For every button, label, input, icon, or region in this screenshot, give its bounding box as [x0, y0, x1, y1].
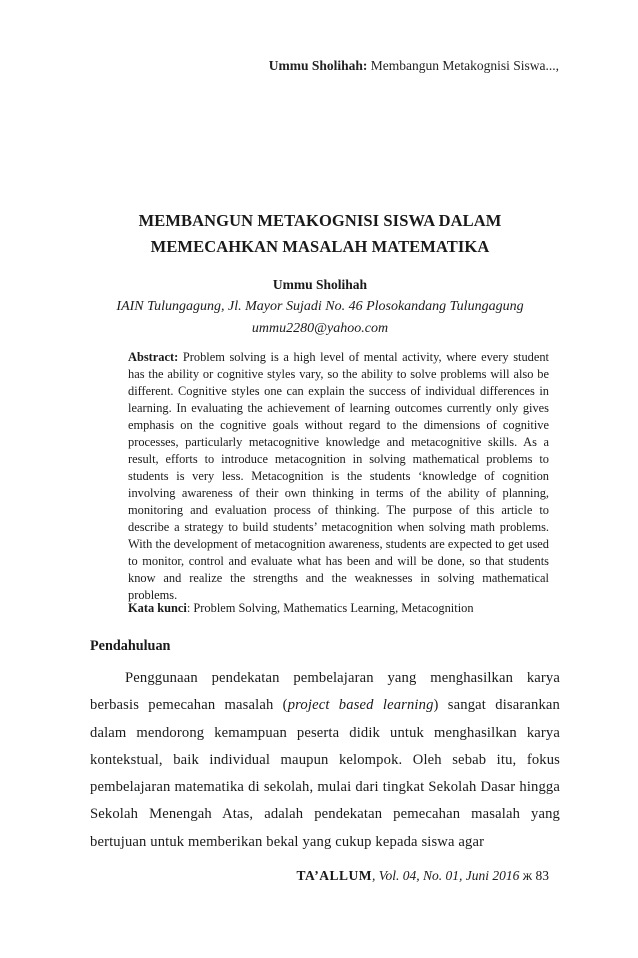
footer-separator: ж: [519, 868, 536, 883]
paragraph-part1: Penggunaan pendekatan pembelajaran yang menghasilkan karya berbasis pemecahan masalah (: [90, 670, 560, 714]
abstract: [128, 349, 549, 604]
abstract-label: Abstract:: [128, 350, 179, 364]
paragraph-italic: project based learning: [287, 697, 434, 714]
article-title-line2: MEMECAHKAN MASALAH MATEMATIKA: [150, 237, 490, 256]
author-email: ummu2280@yahoo.com: [251, 321, 389, 336]
footer-journal: TA’ALLUM: [296, 868, 373, 883]
running-head-author: Ummu Sholihah:: [268, 58, 368, 73]
keywords-text: : Problem Solving, Mathematics Learning, Metacognition: [186, 601, 474, 615]
article-author: Ummu Sholihah: [272, 277, 368, 292]
footer-issue: , Vol. 04, No. 01, Juni 2016: [372, 868, 520, 883]
article-title-line1: MEMBANGUN METAKOGNISI SISWA DALAM: [138, 211, 502, 230]
running-head-title: Membangun Metakognisi Siswa...,: [370, 58, 559, 73]
page-number: 83: [535, 868, 549, 883]
keywords: [128, 600, 549, 617]
keywords-label: Kata kunci: [128, 601, 187, 615]
page-footer: [0, 868, 549, 884]
abstract-text: Problem solving is a high level of mental activity, where every student has the ability or cognitive styles vary, so the ability to solve problems will also be different. Cognitive styles one can explain the success of individual differences in learning. In evaluating the achievement of learning outcomes currently only gives emphasis on the cognitive goals without regard to the dimensions of cognitive processes, particularly metacognitive knowledge and metacognitive skills. As a result, efforts to introduce metacognition in solving mathematical problems to students is very less. Metacognition is the students ‘knowledge of cognition involving awareness of their own thinking in terms of the ability of planning, monitoring and evaluation process of thinking. The purpose of this article to describe a strategy to build students’ metacognition when solving math problems. With the development of metacognition awareness, students are expected to get used to monitor, control and evaluate what has been and will be done, so that students know and realize the strengths and the weaknesses in solving mathematical problems.: [128, 350, 549, 602]
paragraph-part2: ) sangat disarankan dalam mendorong kemampuan peserta didik untuk menghasilkan karya kontekstual, baik individual maupun kelompok. Oleh sebab itu, fokus pembelajaran matematika di sekolah, mulai dari tingkat Sekolah Dasar hingga Sekolah Menengah Atas, adalah pendekatan pemecahan masalah yang bertujuan untuk memberikan bekal yang cukup kepada siswa agar: [90, 697, 560, 850]
author-affiliation: IAIN Tulungagung, Jl. Mayor Sujadi No. 46 Plosokandang Tulungagung: [116, 299, 524, 314]
running-head: [0, 58, 559, 74]
article-title: [90, 208, 550, 260]
body-paragraph: [90, 665, 560, 856]
section-heading: Pendahuluan: [90, 638, 171, 654]
